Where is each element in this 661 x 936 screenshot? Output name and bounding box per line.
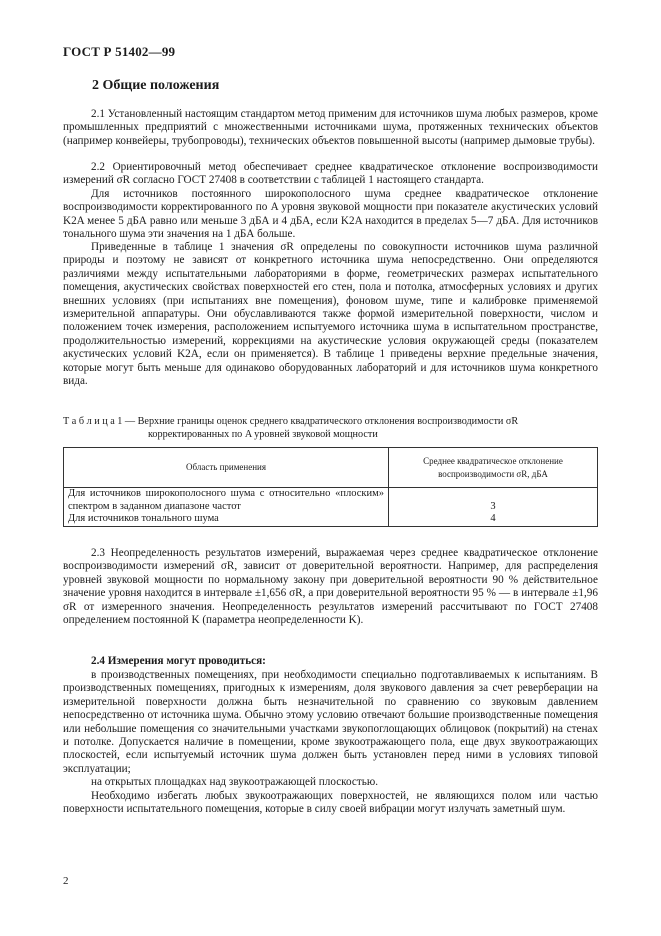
paragraph-2-2-a: 2.2 Ориентировочный метод обеспечивает среднее квадратическое отклонение воспроизводимости измерений σR согласно ГОСТ 27408 в соответствии с таблицей 1 настоящего стандарта. [63, 161, 598, 187]
paragraph-2-4-a: в производственных помещениях, при необходимости специально подготавливаемых к испытаниям. В производственных помещениях, пригодных к измерениям, доля звукового давления за счет реверберации на измерительной поверхности должна быть незначительной по сравнению со звуковым давлением непосредственно от источника шума. Обычно этому условию отвечают большие производственные помещения или небольшие помещения со значительными участками звукопоглощающих облицовок (покрытий) на стенах и потолке. Допускается наличие в помещении, кроме звукоотражающего пола, еще двух звукоотражающих плоскостей, если испытуемый источник шума должен быть установлен перед ними в условиях типовой эксплуатации; [63, 669, 598, 775]
table-cell-area: Для источников тонального шума [64, 513, 389, 526]
table-header-sigma: Среднее квадратическое отклонение воспроизводимости σR, дБА [389, 448, 598, 488]
table-header-area: Область применения [64, 448, 389, 488]
paragraph-2-2-b: Для источников постоянного широкополосного шума среднее квадратическое отклонение воспроизводимости корректированного по A уровня звуковой мощности при показателе акустических условий K2A менее 5 дБА равно или меньше 3 дБА и 4 дБА, если K2A находится в пределах 5—7 дБА. Для источников тонального шума эти значения на 1 дБА больше. [63, 188, 598, 241]
table-caption-line1: Т а б л и ц а 1 — Верхние границы оценок среднего квадратического отклонения воспроизводимости σR [63, 416, 519, 427]
paragraph-2-1: 2.1 Установленный настоящим стандартом метод применим для источников шума любых размеров, кроме промышленных предприятий с множественными источниками шума, протяженных технических объектов (например конвейеры, трубопроводы), технических объектов повышенной высоты (например дымовые трубы). [63, 108, 598, 147]
table-caption-line2: корректированных по A уровней звуковой мощности [148, 429, 378, 440]
table-row [64, 488, 598, 514]
table-caption [63, 415, 598, 441]
table-cell-value: 3 [389, 488, 598, 514]
section-title: 2 Общие положения [92, 78, 220, 93]
standard-header: ГОСТ Р 51402—99 [63, 44, 176, 59]
table-1 [63, 447, 598, 527]
paragraph-2-4-title: 2.4 Измерения могут проводиться: [91, 655, 266, 667]
table-cell-area: Для источников широкополосного шума с относительно «плоским» спектром в заданном диапазоне частот [64, 488, 389, 514]
paragraph-2-4-c: Необходимо избегать любых звукоотражающих поверхностей, не являющихся полом или частью поверхности испытательного помещения, которые в силу своей вибрации могут излучать заметный шум. [63, 790, 598, 816]
paragraph-2-4-b: на открытых площадках над звукоотражающей плоскостью. [91, 776, 379, 788]
table-row [64, 513, 598, 526]
table-cell-value: 4 [389, 513, 598, 526]
paragraph-2-3: 2.3 Неопределенность результатов измерений, выражаемая через среднее квадратическое отклонение воспроизводимости измерений σR, зависит от доверительной вероятности. Например, для распределения уровней звуковой мощности по нормальному закону при доверительной вероятности 90 % действительное значение уровня находится в интервале ±1,656 σR, а при доверительной вероятности 95 % — в интервале ±1,96 σR от измеренного значения. Неопределенность результатов измерений рассчитывают по ГОСТ 27408 определением постоянной K (параметра неопределенности K). [63, 547, 598, 627]
page-number: 2 [63, 875, 69, 887]
paragraph-2-2-c: Приведенные в таблице 1 значения σR определены по совокупности источников шума различной природы и поэтому не зависят от конкретного источника шума непосредственно. Они определяются различиями между испытательными лабораториями в форме, геометрических размерах испытательного помещения, акустических свойствах поверхностей его стен, пола и потолка, атмосферных условиях и других внешних условиях (при испытаниях вне помещения), фоновом шуме, типе и калибровке применяемой измерительной аппаратуры. Они обуславливаются также формой измерительной поверхности, числом и положением точек измерения, расположением испытуемого источника шума в испытательном пространстве, продолжительностью измерений, коррекциями на акустические условия окружающей среды (показателем акустических условий K2A, если он применяется). В таблице 1 приведены верхние предельные значения, которые могут быть меньше для одинаково оборудованных лабораторий и для источников шума конкретного вида. [63, 241, 598, 388]
